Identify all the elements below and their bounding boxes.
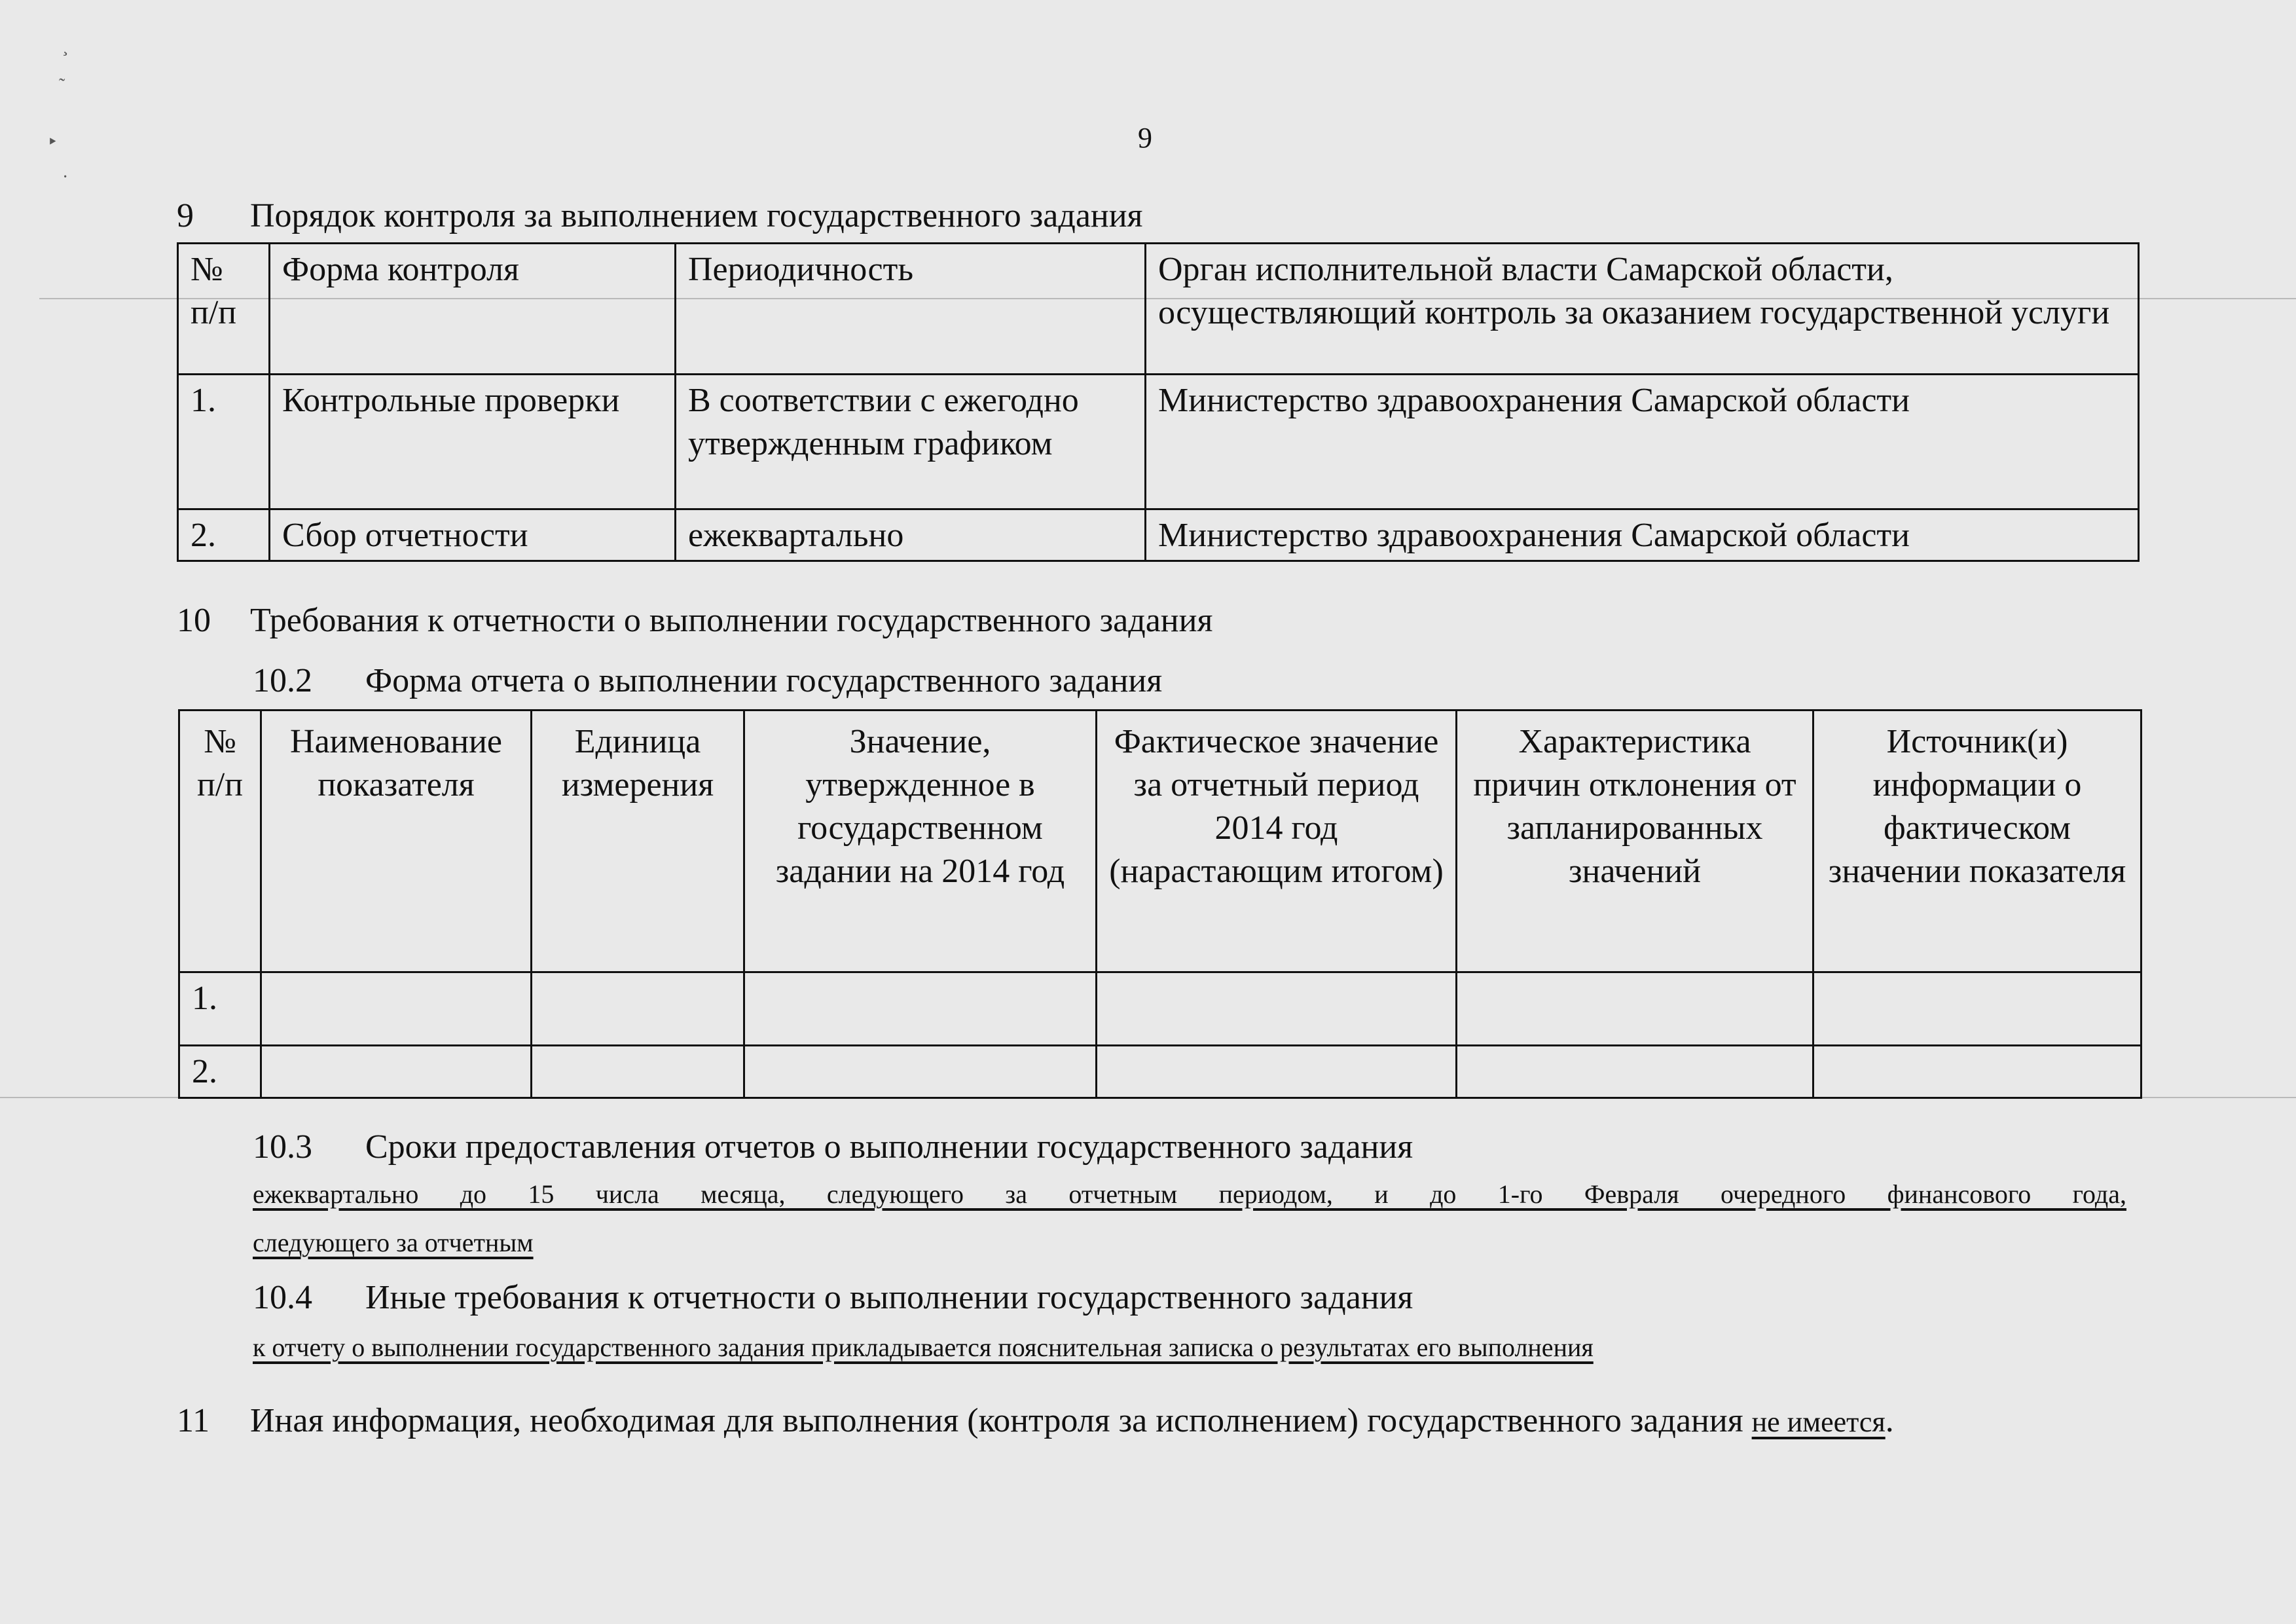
table-cell: В соответствии с ежегодно утвержденным графиком [676,375,1146,509]
other-requirements-text: к отчету о выполнении государственного задания прикладывается пояснительная записка о результатах его выполнения [253,1333,1594,1362]
table-cell: Сбор отчетности [270,509,676,561]
table-cell [1813,972,2141,1046]
header-cell: Фактическое значение за отчетный период 2014 год (нарастающим итогом) [1097,710,1457,972]
header-cell: Периодичность [676,244,1146,375]
table-cell [1813,1046,2141,1098]
table-cell: Министерство здравоохранения Самарской области [1146,509,2139,561]
table-cell [744,972,1097,1046]
section-11-end: . [1885,1402,1894,1439]
table-row [178,509,2139,561]
table-cell [532,972,744,1046]
table-cell [261,972,532,1046]
section-number: 9 [177,197,194,234]
table-cell: 2. [179,1046,261,1098]
table-row [179,1046,2141,1098]
table-cell [532,1046,744,1098]
section-title: Требования к отчетности о выполнении государственного задания [250,602,1213,639]
subsection-number: 10.4 [253,1279,312,1316]
section-11-heading [177,1401,1894,1440]
table-cell: 1. [178,375,270,509]
table-row [179,972,2141,1046]
table-cell: 2. [178,509,270,561]
table-cell [1457,972,1813,1046]
subsection-number: 10.3 [253,1128,312,1166]
page-number: 9 [1138,122,1152,154]
reporting-deadline-text: ежеквартально до 15 числа месяца, следующего за отчетным периодом, и до 1-го Февраля очередного финансового года, [253,1179,2126,1209]
header-cell: № п/п [179,710,261,972]
report-form-table [178,709,2142,1099]
table-cell [1097,1046,1457,1098]
table-cell [1097,972,1457,1046]
table-row [178,375,2139,509]
table-cell: Контрольные проверки [270,375,676,509]
table-header-row [178,244,2139,375]
subsection-title: Форма отчета о выполнении государственного задания [365,662,1163,699]
section-11-value: не имеется [1751,1406,1886,1438]
scan-mark: ‣ [47,132,58,153]
table-cell [744,1046,1097,1098]
scan-mark: ¸ [62,36,69,56]
section-title: Порядок контроля за выполнением государственного задания [250,197,1143,234]
header-cell: Форма контроля [270,244,676,375]
table-cell [261,1046,532,1098]
subsection-number: 10.2 [253,662,312,699]
header-cell: Орган исполнительной власти Самарской области, осуществляющий контроль за оказанием государственной услуги [1146,244,2139,375]
scan-mark: · [62,167,69,187]
subsection-10-2-heading [253,661,1162,700]
reporting-deadline-text-cont: следующего за отчетным [253,1228,534,1257]
header-cell: Наименование показателя [261,710,532,972]
header-cell: Значение, утвержденное в государственном задании на 2014 год [744,710,1097,972]
subsection-10-4-heading [253,1278,1413,1317]
header-cell: № п/п [178,244,270,375]
table-header-row [179,710,2141,972]
subsection-10-3-heading [253,1128,1413,1166]
table-cell: ежеквартально [676,509,1146,561]
section-10-heading [177,601,1212,640]
header-cell: Источник(и) информации о фактическом значении показателя [1813,710,2141,972]
table-cell [1457,1046,1813,1098]
section-9-heading [177,196,1142,235]
table-cell: Министерство здравоохранения Самарской области [1146,375,2139,509]
subsection-title: Сроки предоставления отчетов о выполнении государственного задания [365,1128,1413,1166]
section-title: Иная информация, необходимая для выполнения (контроля за исполнением) государственного задания [250,1402,1743,1439]
table-cell: 1. [179,972,261,1046]
section-number: 10 [177,602,211,639]
subsection-title: Иные требования к отчетности о выполнении государственного задания [365,1279,1413,1316]
header-cell: Характеристика причин отклонения от запланированных значений [1457,710,1813,972]
section-number: 11 [177,1402,210,1439]
control-table [177,242,2140,562]
scan-mark: ˜ [59,75,65,96]
header-cell: Единица измерения [532,710,744,972]
